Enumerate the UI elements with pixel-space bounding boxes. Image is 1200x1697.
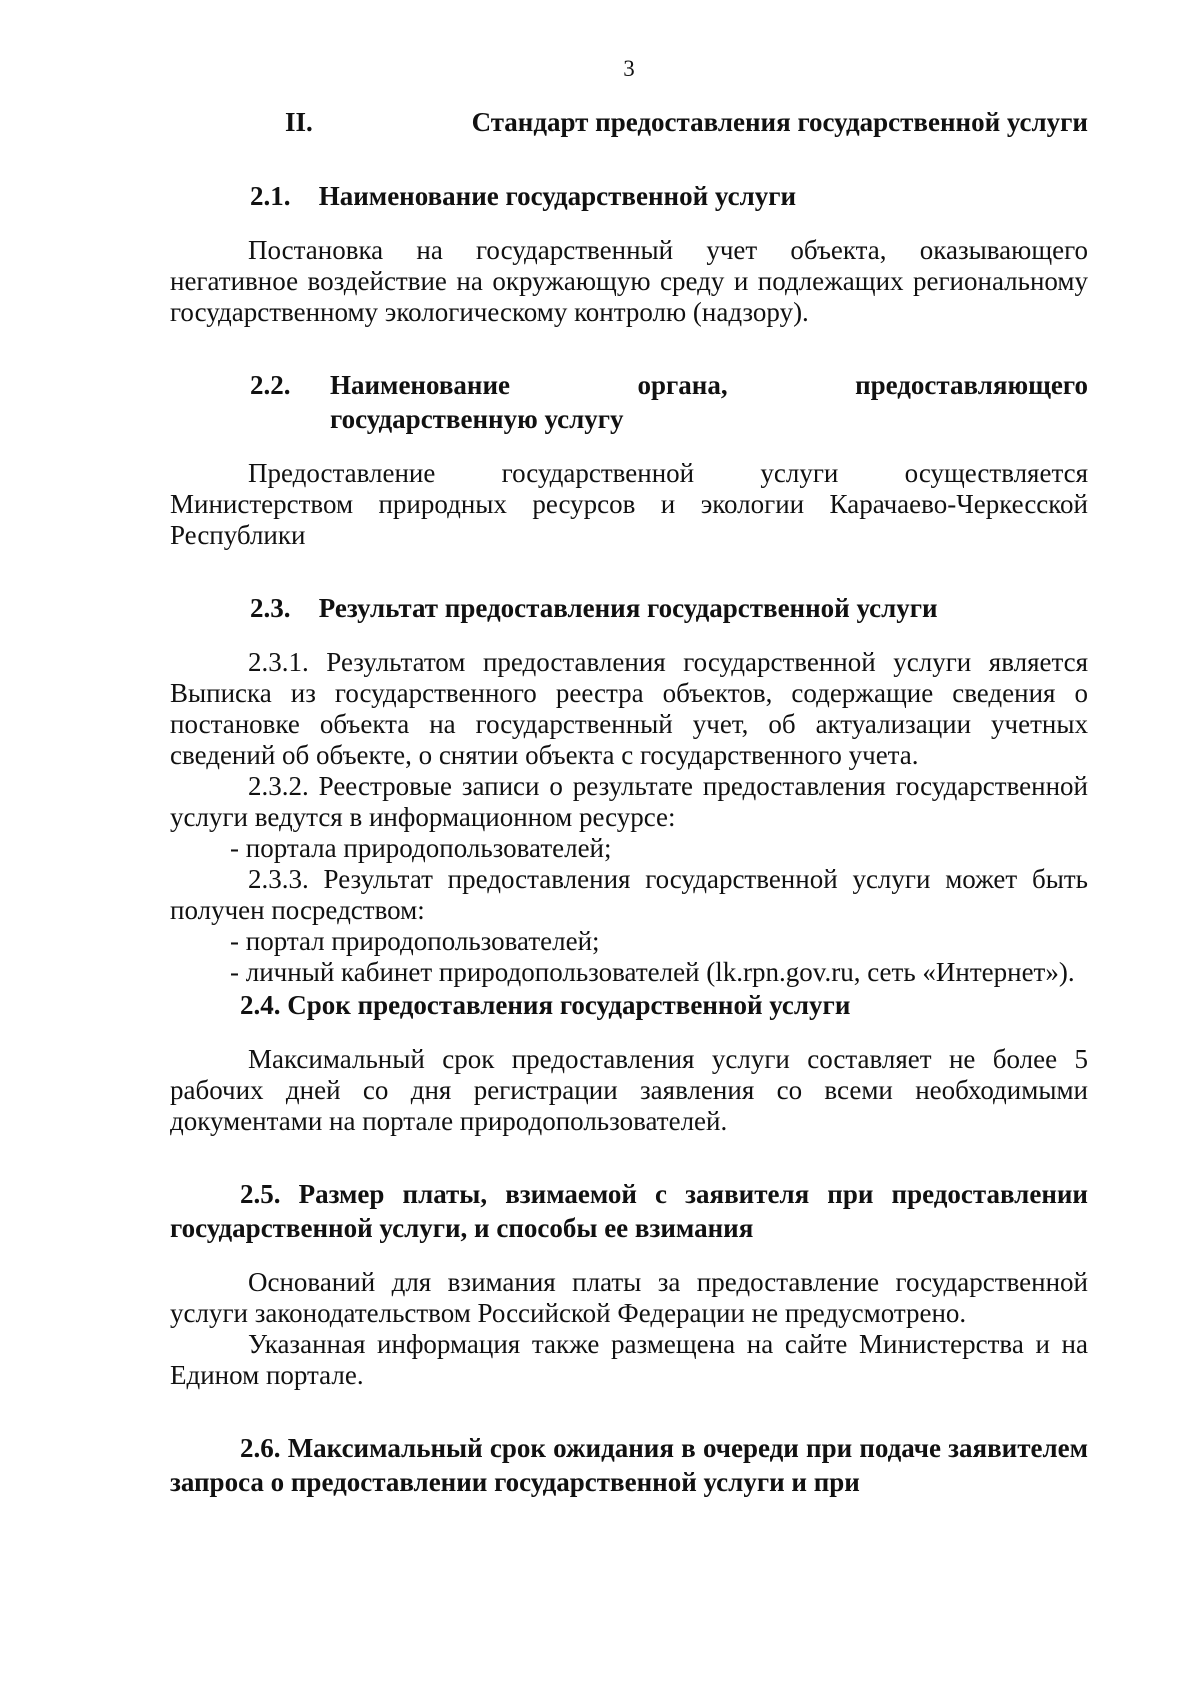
document-content — [170, 55, 1088, 1521]
section-2-3-3-item-2: - личный кабинет природопользователей (lk.rpn.gov.ru, сеть «Интернет»). — [230, 957, 1075, 987]
section-2-2-title-line2: государственную услугу — [330, 404, 624, 434]
chapter-title: Стандарт предоставления государственной услуги — [471, 107, 1088, 137]
section-2-1-text: Постановка на государственный учет объекта, оказывающего негативное воздействие на окружающую среду и подлежащих региональному государственному экологическому контролю (надзору). — [170, 235, 1088, 327]
section-2-5-text-1: Оснований для взимания платы за предоставление государственной услуги законодательством Российской Федерации не предусмотрено. — [170, 1267, 1088, 1328]
section-2-4-heading: 2.4. Срок предоставления государственной услуги — [240, 990, 851, 1020]
section-2-4 — [170, 988, 1088, 1137]
section-2-5 — [170, 1177, 1088, 1391]
section-2-2-title — [330, 368, 1088, 436]
section-2-3-3-item-1: - портал природопользователей; — [230, 926, 600, 956]
section-2-1 — [170, 179, 1088, 328]
section-2-3-3-text: 2.3.3. Результат предоставления государственной услуги может быть получен посредством: — [170, 864, 1088, 925]
section-2-2-title-word3: предоставляющего — [855, 370, 1088, 400]
section-2-2-title-word2: органа, — [637, 370, 728, 400]
section-2-1-title: Наименование государственной услуги — [318, 181, 797, 211]
section-2-1-heading — [250, 179, 1088, 213]
section-2-3 — [170, 591, 1088, 988]
section-2-5-text-2: Указанная информация также размещена на сайте Министерства и на Едином портале. — [170, 1329, 1088, 1390]
section-2-5-heading: 2.5. Размер платы, взимаемой с заявителя при предоставлении государственной услуги, и способы ее взимания — [170, 1179, 1088, 1243]
section-2-3-2-text: 2.3.2. Реестровые записи о результате предоставления государственной услуги ведутся в информационном ресурсе: — [170, 771, 1088, 832]
section-2-6-heading: 2.6. Максимальный срок ожидания в очереди при подаче заявителем запроса о предоставлении государственной услуги и при — [170, 1433, 1088, 1497]
section-2-3-2-item: - портала природопользователей; — [230, 833, 612, 863]
section-2-1-number: 2.1. — [250, 181, 291, 211]
page-number: 3 — [623, 56, 635, 81]
section-2-4-text: Максимальный срок предоставления услуги составляет не более 5 рабочих дней со дня регистрации заявления со всеми необходимыми документами на портале природопользователей. — [170, 1044, 1088, 1136]
section-2-6 — [170, 1431, 1088, 1499]
section-2-2-heading — [250, 368, 1088, 436]
section-2-2-title-line1 — [330, 368, 1088, 402]
section-2-2-text: Предоставление государственной услуги осуществляется Министерством природных ресурсов и экологии Карачаево-Черкесской Республики — [170, 458, 1088, 550]
section-2-2-number: 2.2. — [250, 370, 291, 400]
section-2-2 — [170, 368, 1088, 551]
section-2-3-title: Результат предоставления государственной услуги — [318, 593, 938, 623]
section-2-3-number: 2.3. — [250, 593, 291, 623]
chapter-heading — [170, 105, 1088, 139]
section-2-2-title-word1: Наименование — [330, 370, 510, 400]
section-2-3-1-text: 2.3.1. Результатом предоставления государственной услуги является Выписка из государственного реестра объектов, содержащие сведения о постановке объекта на государственный учет, об актуализации учетных сведений об объекте, о снятии объекта с государственного учета. — [170, 647, 1088, 770]
section-2-3-heading — [250, 591, 1088, 625]
chapter-number: II. — [285, 107, 313, 137]
